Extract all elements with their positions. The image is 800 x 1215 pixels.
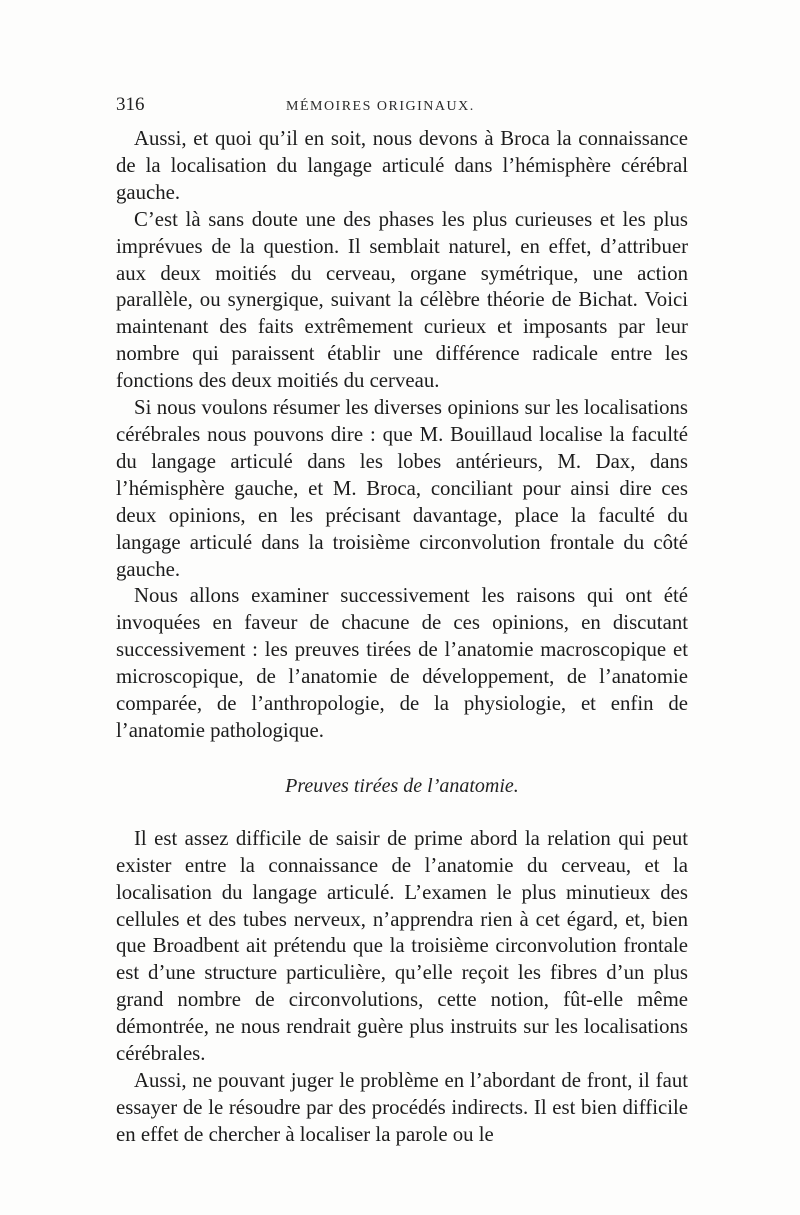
paragraph: C’est là sans doute une des phases les plus curieuses et les plus imprévues de la question. Il semblait naturel, en effet, d’attribuer aux deux moitiés du cerveau, organe symétrique, une action parallèle, ou synergique, suivant la célèbre théorie de Bichat. Voici maintenant des faits extrêmement curieux et imposants par leur nombre qui paraissent établir une différence radicale entre les fonctions des deux moitiés du cerveau. — [116, 207, 688, 393]
body-text — [116, 126, 688, 1149]
paragraph: Il est assez difficile de saisir de prime abord la relation qui peut exister entre la connaissance de l’anatomie du cerveau, et la localisation du langage articulé. L’examen le plus minutieux des cellules et des tubes nerveux, n’apprendra rien à cet égard, et, bien que Broadbent ait prétendu que la troisième circonvolution frontale est d’une structure particulière, qu’elle reçoit les fibres d’un plus grand nombre de circonvolutions, cette notion, fût-elle même démontrée, ne nous rendrait guère plus instruits sur les localisations cérébrales. — [116, 826, 688, 1066]
running-title: MÉMOIRES ORIGINAUX. — [286, 99, 475, 114]
section-title: Preuves tirées de l’anatomie. — [285, 774, 519, 797]
running-head — [116, 94, 688, 122]
page-number: 316 — [116, 94, 145, 115]
paragraph: Aussi, ne pouvant juger le problème en l’abordant de front, il faut essayer de le résoudre par des procédés indirects. Il est bien difficile en effet de chercher à localiser la parole ou le — [116, 1069, 688, 1146]
paragraph: Nous allons examiner successivement les raisons qui ont été invoquées en faveur de chacune de ces opinions, en discutant successivement : les preuves tirées de l’anatomie macroscopique et microscopique, de l’anatomie de développement, de l’anatomie comparée, de l’anthropologie, de la physiologie, et enfin de l’anatomie pathologique. — [116, 584, 688, 742]
paragraph: Si nous voulons résumer les diverses opinions sur les localisations cérébrales nous pouvons dire : que M. Bouillaud localise la faculté du langage articulé dans les lobes antérieurs, M. Dax, dans l’hémisphère gauche, et M. Broca, conciliant pour ainsi dire ces deux opinions, en les précisant davantage, place la faculté du langage articulé dans la troisième circonvolution frontale du côté gauche. — [116, 396, 688, 581]
paragraph: Aussi, et quoi qu’il en soit, nous devons à Broca la connaissance de la localisation du langage articulé dans l’hémisphère cérébral gauche. — [116, 127, 688, 204]
